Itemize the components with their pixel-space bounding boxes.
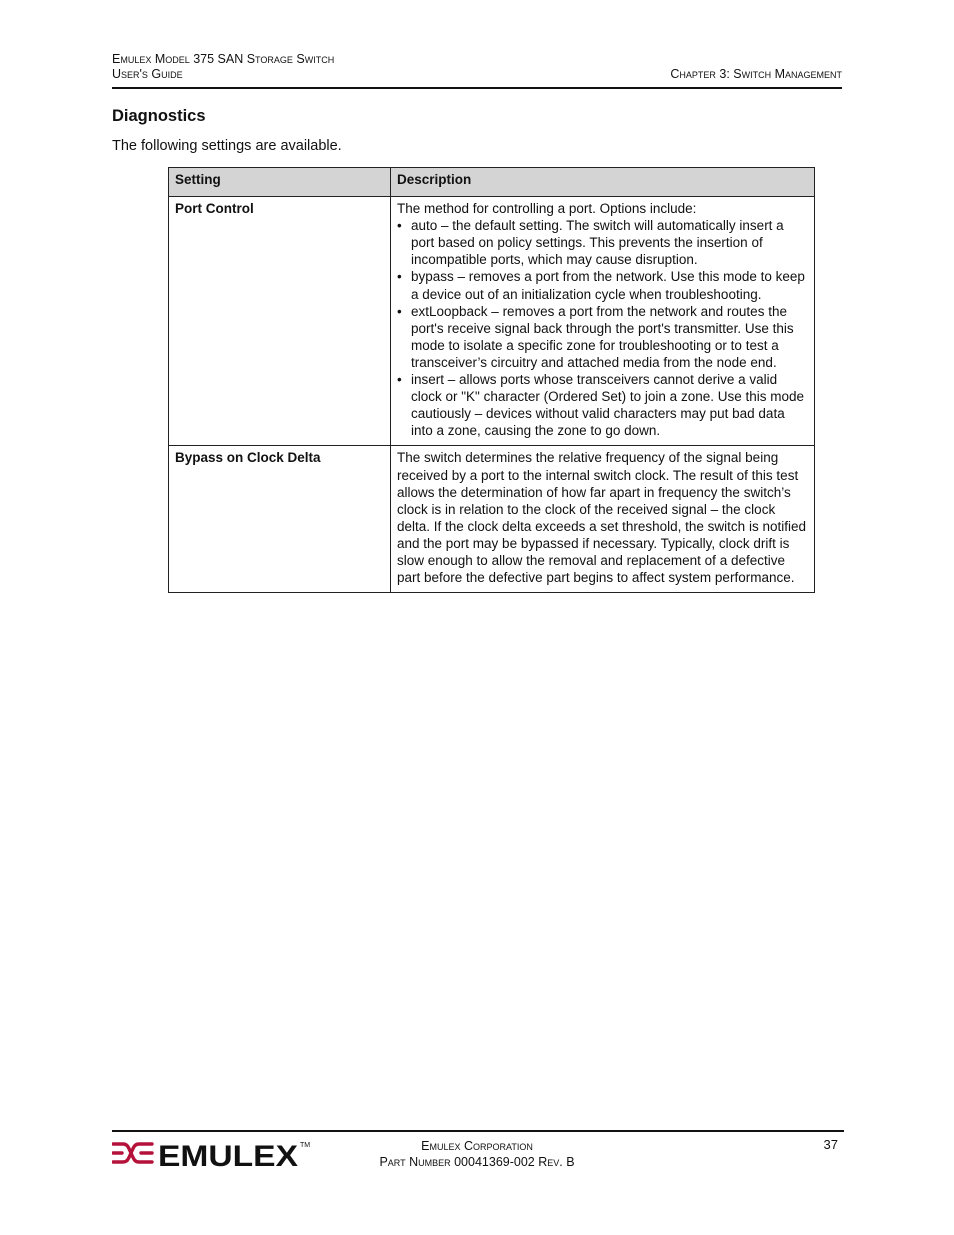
option-item: • extLoopback – removes a port from the network and routes the port's receive signal back through the port's transmitter. Use this mode to isolate a specific zone for troubleshooting or to test a transceiver’s circuitry and attached media from the node end. (397, 303, 808, 371)
settings-table (168, 167, 815, 593)
footer-rule (112, 1130, 844, 1132)
page-number: 37 (823, 1137, 838, 1152)
column-header-description: Description (391, 168, 815, 197)
table-row (169, 197, 815, 446)
description-lead: The method for controlling a port. Options include: (397, 201, 697, 217)
running-header-left (112, 52, 334, 82)
emulex-logo-icon (113, 1144, 152, 1162)
header-chapter-title: Chapter 3: Switch Management (670, 67, 842, 81)
emulex-logo (112, 1136, 312, 1170)
setting-name: Bypass on Clock Delta (169, 446, 391, 593)
setting-description (391, 197, 815, 446)
header-guide-title: User's Guide (112, 67, 183, 81)
table-header-row (169, 168, 815, 197)
table-row (169, 446, 815, 593)
footer-center (300, 1138, 654, 1170)
logo-trademark: TM (300, 1142, 311, 1149)
logo-wordmark: EMULEX (158, 1140, 298, 1170)
header-product-title: Emulex Model 375 SAN Storage Switch (112, 52, 335, 66)
setting-description: The switch determines the relative frequency of the signal being received by a port to the internal switch clock. The result of this test allows the determination of how far apart in frequency the switch’s clock is in relation to the clock of the received signal – the clock delta. If the clock delta exceeds a set threshold, the switch is notified and the port may be bypassed if necessary. Typically, clock drift is slow enough to allow the removal and replacement of a defective part before the defective part begins to affect system performance. (391, 446, 815, 593)
footer-part-number: Part Number 00041369-002 Rev. B (379, 1155, 575, 1169)
setting-name: Port Control (169, 197, 391, 446)
section-title: Diagnostics (112, 107, 206, 125)
options-list (397, 217, 808, 439)
option-item: • auto – the default setting. The switch will automatically insert a port based on policy settings. This prevents the insertion of incompatible ports, which may cause disruption. (397, 217, 808, 268)
footer-company: Emulex Corporation (421, 1139, 533, 1153)
option-item: • insert – allows ports whose transceivers cannot derive a valid clock or "K" character (Ordered Set) to join a zone. Use this mode cautiously – devices without valid characters may put bad data into a zone, causing the zone to go down. (397, 371, 808, 439)
section-intro: The following settings are available. (112, 138, 342, 154)
option-item: • bypass – removes a port from the network. Use this mode to keep a device out of an initialization cycle when troubleshooting. (397, 268, 808, 302)
column-header-setting: Setting (169, 168, 391, 197)
header-rule (112, 87, 842, 89)
